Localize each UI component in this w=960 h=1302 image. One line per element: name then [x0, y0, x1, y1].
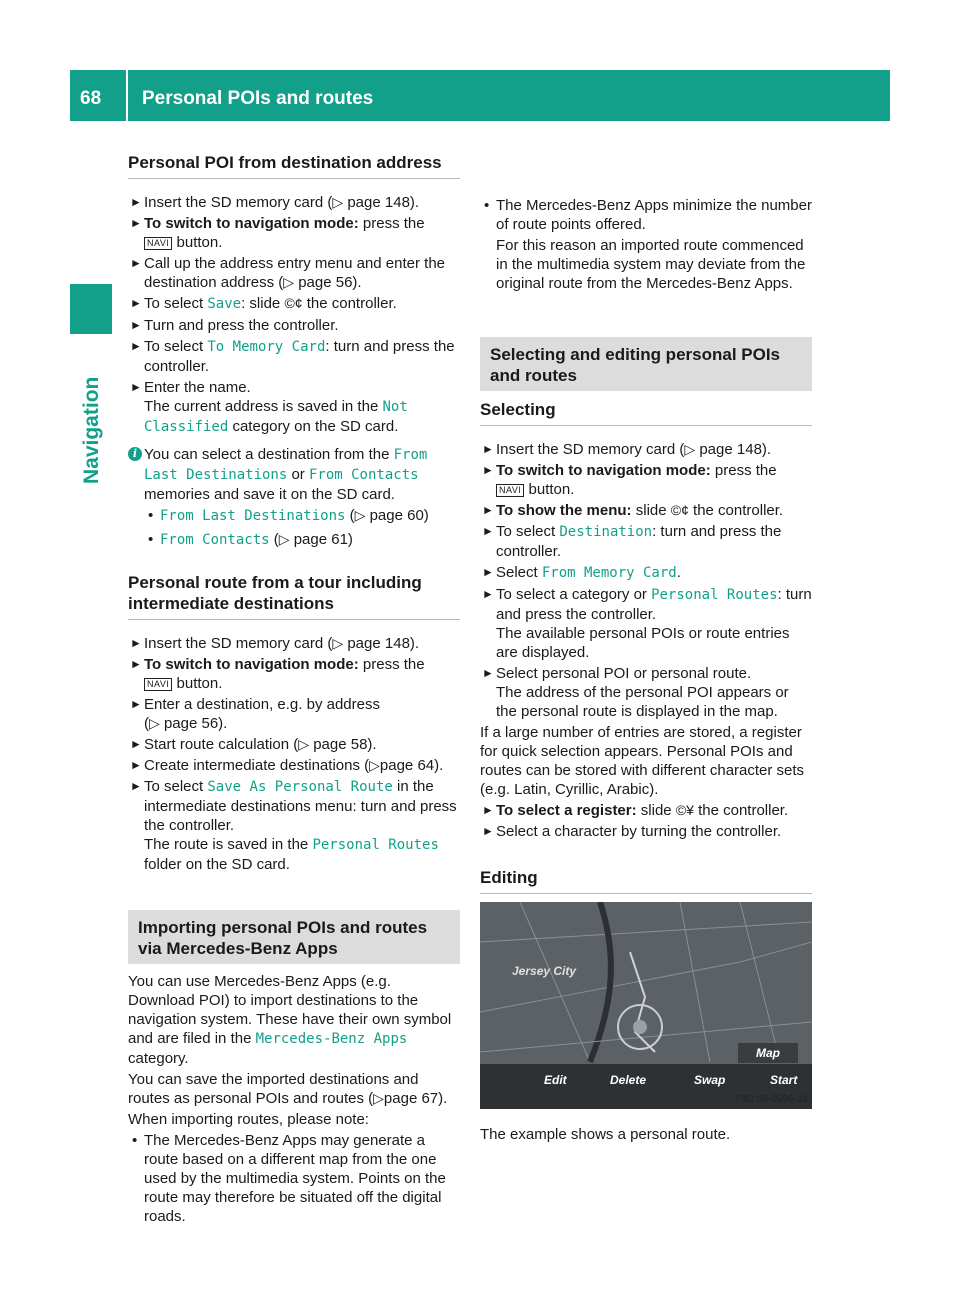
- step: ► Enter the name. The current address is saved in the Not Classified category on the SD card.: [130, 379, 408, 435]
- step: ► To select a register: slide ©¥ the controller.: [482, 802, 789, 819]
- softkey-swap[interactable]: Swap: [694, 1073, 726, 1087]
- controller-slide-down-icon: ©¢: [284, 295, 303, 311]
- info-note: i You can select a destination from the From Last Destinations or From Contacts memories and save it on the SD card.: [128, 445, 460, 504]
- right-column: [480, 152, 812, 1144]
- step: ► To switch to navigation mode: press the NAVI button.: [130, 215, 425, 251]
- section-tab-marker: [70, 284, 112, 334]
- step: ► Call up the address entry menu and enter the destination address (▷ page 56).: [130, 255, 446, 291]
- step: ► To select a category or Personal Routes: turn and press the controller. The available personal POIs or route entries are displayed.: [482, 586, 812, 661]
- step: ► To select Save As Personal Route in the intermediate destinations menu: turn and press the controller. The route is saved in the Personal Routes folder on the SD card.: [130, 778, 457, 873]
- image-code: P82.89-0996-31: [736, 1094, 808, 1105]
- paragraph: If a large number of entries are stored, a register for quick selection appears. Personal POIs and routes can be stored with different character sets (e.g. Latin, Cyrillic, Arabic).: [480, 724, 805, 798]
- info-icon: i: [128, 447, 142, 461]
- paragraph: For this reason an imported route commenced in the multimedia system may deviate from the original route from the Mercedes-Benz Apps.: [496, 237, 806, 292]
- sub-bullet: • From Contacts (▷ page 61): [148, 531, 353, 548]
- map-screenshot: [480, 902, 812, 1109]
- step: ► Select a character by turning the controller.: [482, 823, 782, 840]
- map-caption: The example shows a personal route.: [480, 1126, 731, 1143]
- paragraph: When importing routes, please note:: [128, 1111, 369, 1128]
- map-city-label: Jersey City: [512, 964, 577, 978]
- navi-button-icon: NAVI: [496, 484, 524, 497]
- step: ► To select To Memory Card: turn and press the controller.: [130, 338, 455, 375]
- step: ► Create intermediate destinations (▷page 64).: [130, 757, 444, 774]
- page-title: Personal POIs and routes: [142, 88, 374, 109]
- map-button[interactable]: Map: [738, 1043, 798, 1063]
- step: ► Enter a destination, e.g. by address (▷ page 56).: [130, 696, 380, 732]
- band-selecting-editing: Selecting and editing personal POIs and routes: [480, 337, 812, 391]
- page-number: 68: [80, 88, 102, 109]
- bullet: • The Mercedes-Benz Apps may generate a route based on a different map from the one used by the multimedia system. Points on the route may therefore be situated off the digital roads.: [132, 1132, 446, 1225]
- heading-personal-poi: Personal POI from destination address: [128, 152, 460, 179]
- navi-button-icon: NAVI: [144, 237, 172, 250]
- heading-selecting: Selecting: [480, 399, 812, 426]
- navi-button-icon: NAVI: [144, 678, 172, 691]
- step: ► To switch to navigation mode: press the NAVI button.: [130, 656, 425, 692]
- sub-bullet: • From Last Destinations (▷ page 60): [148, 507, 429, 524]
- bullet: • The Mercedes-Benz Apps minimize the number of route points offered.: [484, 197, 812, 233]
- step: ► Select From Memory Card.: [482, 564, 681, 581]
- paragraph: You can use Mercedes-Benz Apps (e.g. Download POI) to import destinations to the navigation system. These have their own symbol and are filed in the Mercedes-Benz Apps category.: [128, 973, 452, 1067]
- heading-editing: Editing: [480, 867, 812, 894]
- step: ► Insert the SD memory card (▷ page 148).: [482, 441, 772, 458]
- controller-slide-down-icon: ©¢: [670, 502, 689, 518]
- step: ► Select personal POI or personal route. The address of the personal POI appears or the personal route is displayed in the map.: [482, 665, 789, 720]
- step: ► To select Destination: turn and press the controller.: [482, 523, 782, 560]
- band-importing: Importing personal POIs and routes via Mercedes-Benz Apps: [128, 910, 460, 964]
- side-section-label: Navigation: [80, 376, 103, 484]
- step: ► To select Save: slide ©¢ the controller.: [130, 295, 397, 312]
- paragraph: You can save the imported destinations and routes as personal POIs and routes (▷page 67).: [128, 1071, 448, 1107]
- step: ► Turn and press the controller.: [130, 317, 339, 334]
- step: ► Insert the SD memory card (▷ page 148).: [130, 635, 420, 652]
- softkey-delete[interactable]: Delete: [610, 1073, 647, 1087]
- header-divider: [126, 70, 128, 121]
- heading-personal-route: Personal route from a tour including intermediate destinations: [128, 572, 460, 620]
- softkey-start[interactable]: Start: [770, 1073, 798, 1087]
- step: ► To switch to navigation mode: press the NAVI button.: [482, 462, 777, 498]
- step: ► Insert the SD memory card (▷ page 148).: [130, 194, 420, 211]
- softkey-edit[interactable]: Edit: [544, 1073, 567, 1087]
- step: ► To show the menu: slide ©¢ the controller.: [482, 502, 784, 519]
- left-column: [128, 152, 460, 1226]
- controller-slide-right-icon: ©¥: [675, 802, 694, 818]
- step: ► Start route calculation (▷ page 58).: [130, 736, 377, 753]
